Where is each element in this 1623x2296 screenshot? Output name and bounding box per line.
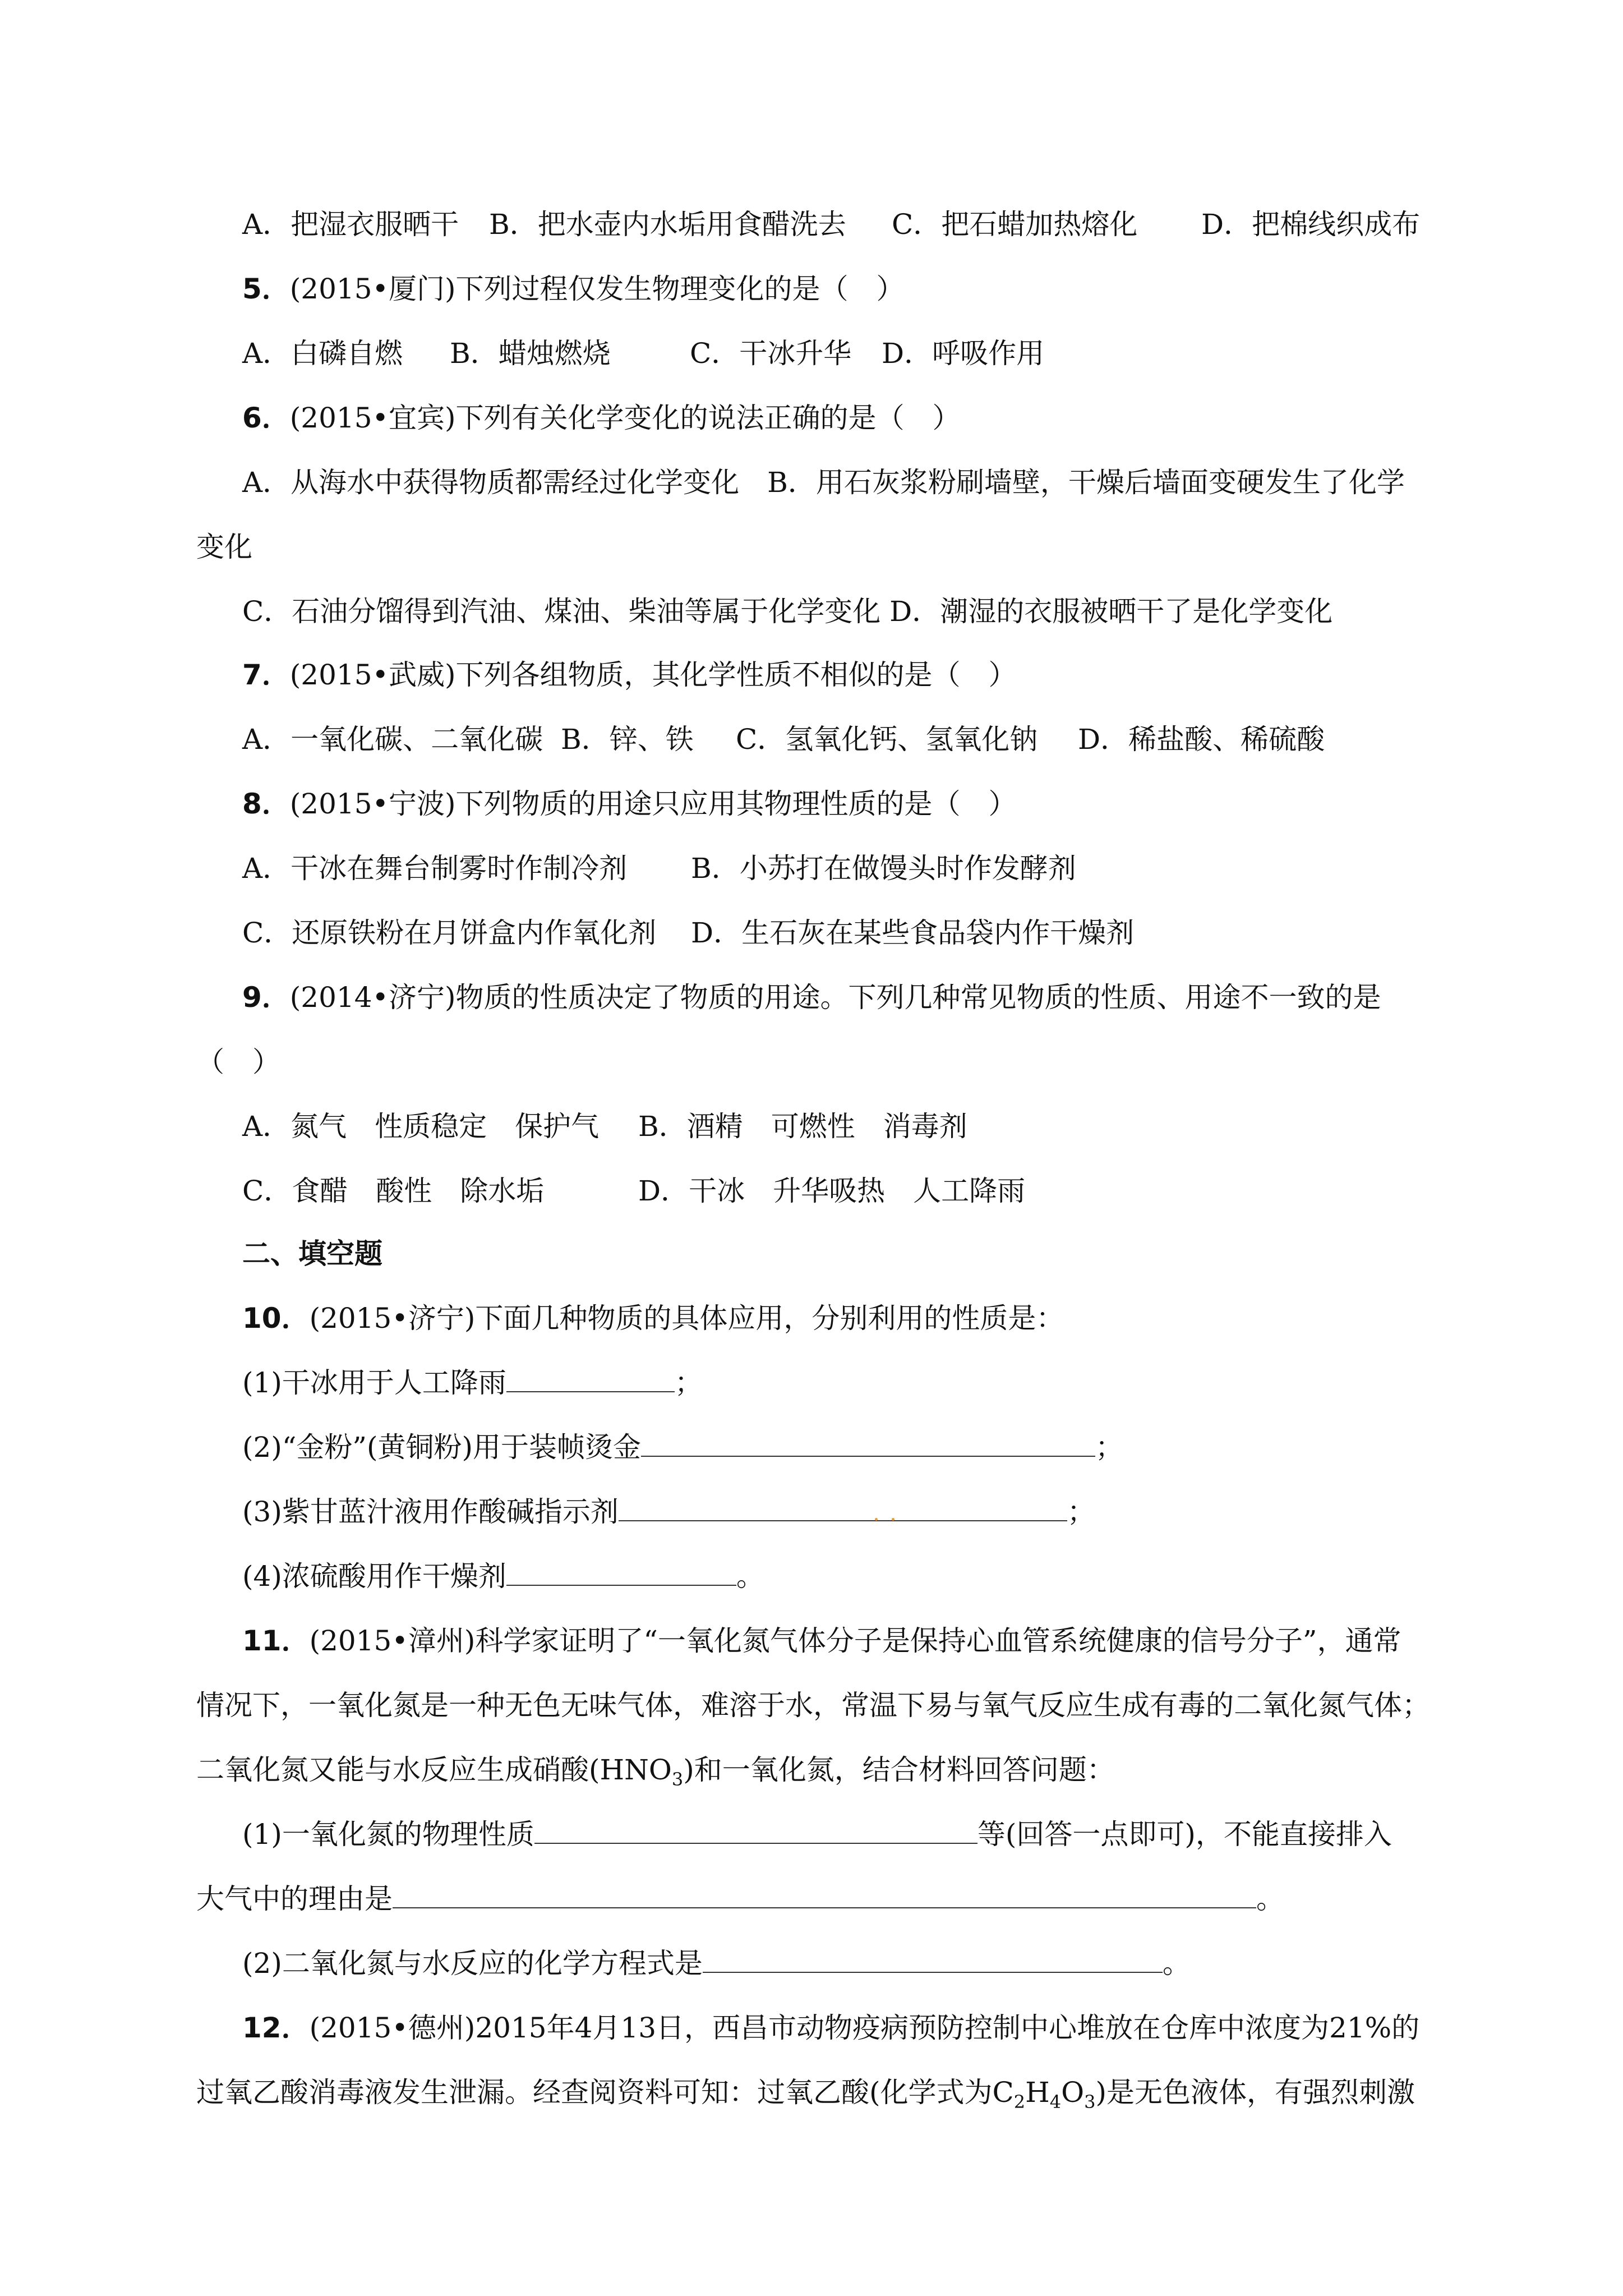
q5-option-c: C．干冰升华 (690, 337, 852, 370)
q6-stem: 6．(2015•宜宾)下列有关化学变化的说法正确的是（ ） (242, 402, 961, 434)
q4-options (242, 205, 1421, 244)
q9-answer-paren: （ ） (196, 1046, 280, 1078)
q11-part2: (2)二氧化氮与水反应的化学方程式是 。 (242, 1947, 1191, 1980)
q12-stem: 12．(2015•德州)2015年4月13日，西昌市动物疫病预防控制中心堆放在仓库中浓度为21%的 (242, 2012, 1420, 2044)
q9-stem: 9．(2014•济宁)物质的性质决定了物质的用途。下列几种常见物质的性质、用途不一致的是 (242, 981, 1381, 1014)
q6-options-cd: C．石油分馏得到汽油、煤油、柴油等属于化学变化 D．潮湿的衣服被晒干了是化学变化 (242, 595, 1333, 628)
q10-part2-blank[interactable] (641, 1431, 1095, 1457)
q8-option-d: D．生石灰在某些食品袋内作干燥剂 (691, 917, 1135, 949)
q12-stem-line2: 过氧乙酸消毒液发生泄漏。经查阅资料可知：过氧乙酸(化学式为$C_2H_4O_3$)是无色液体，有强烈刺激 (196, 2076, 1415, 2113)
q11-part1-reason-blank[interactable] (393, 1883, 1256, 1908)
q7-option-d: D．稀盐酸、稀硫酸 (1078, 723, 1325, 756)
q11-stem-line3: 二氧化氮又能与水反应生成硝酸$(HNO_3)$和一氧化氮，结合材料回答问题： (196, 1754, 1115, 1790)
q11-stem-line2: 情况下，一氧化氮是一种无色无味气体，难溶于水，常温下易与氧气反应生成有毒的二氧化氮气体； (196, 1689, 1430, 1722)
q5-stem: 5．(2015•厦门)下列过程仅发生物理变化的是（ ） (242, 273, 905, 305)
q7-option-a: A．一氧化碳、二氧化碳 (242, 723, 543, 756)
q9-option-d: D．干冰 升华吸热 人工降雨 (638, 1175, 1026, 1207)
q10-part4-blank[interactable] (506, 1560, 736, 1586)
q10-part1-blank[interactable] (506, 1366, 675, 1392)
q7-option-c: C．氢氧化钙、氢氧化钠 (736, 723, 1038, 756)
q5-option-b: B．蜡烛燃烧 (450, 337, 611, 370)
q9-options-cd (242, 1171, 1026, 1211)
q8-options-ab (242, 849, 1076, 888)
q10-part3-blank[interactable] (619, 1496, 1067, 1521)
q11-part1-blank[interactable] (534, 1818, 978, 1844)
q10-part4: (4)浓硫酸用作干燥剂 。 (242, 1560, 764, 1593)
q4-option-c: C．把石蜡加热熔化 (892, 208, 1138, 241)
q6-options-ab-continued: 变化 (196, 531, 252, 563)
q7-stem: 7．(2015•武威)下列各组物质，其化学性质不相似的是（ ） (242, 659, 1017, 691)
section-heading: 二、填空题 (242, 1237, 382, 1270)
q10-part3: (3)紫甘蓝汁液用作酸碱指示剂 ； (242, 1496, 1095, 1528)
q5-options (242, 334, 1045, 373)
q4-option-a: A．把湿衣服晒干 (242, 208, 459, 241)
q6-options-ab: A．从海水中获得物质都需经过化学变化 B．用石灰浆粉刷墙壁，干燥后墙面变硬发生了化学 (242, 466, 1405, 499)
q11-part2-blank[interactable] (703, 1947, 1163, 1973)
q11-part1: (1)一氧化氮的物理性质 等(回答一点即可)，不能直接排入 (242, 1818, 1392, 1851)
q5-option-a: A．白磷自燃 (242, 337, 403, 370)
q9-option-a: A．氮气 性质稳定 保护气 (242, 1110, 600, 1143)
q9-option-c: C．食醋 酸性 除水垢 (242, 1175, 545, 1207)
q8-options-cd (242, 913, 1135, 953)
q10-part2: (2)“金粉”(黄铜粉)用于装帧烫金 ； (242, 1431, 1123, 1464)
q4-option-d: D．把棉线织成布 (1201, 208, 1421, 241)
q8-option-b: B．小苏打在做馒头时作发酵剂 (691, 852, 1076, 885)
q8-option-c: C．还原铁粉在月饼盒内作氧化剂 (242, 917, 657, 949)
q11-stem: 11．(2015•漳州)科学家证明了“一氧化氮气体分子是保持心血管系统健康的信号分子”，通常 (242, 1625, 1401, 1657)
q9-option-b: B．酒精 可燃性 消毒剂 (638, 1110, 967, 1143)
q8-stem: 8．(2015•宁波)下列物质的用途只应用其物理性质的是（ ） (242, 788, 1017, 820)
q11-part1-line2: 大气中的理由是 。 (196, 1883, 1284, 1915)
q10-stem: 10．(2015•济宁)下面几种物质的具体应用，分别利用的性质是： (242, 1302, 1064, 1335)
q9-options-ab (242, 1107, 967, 1146)
q7-option-b: B．锌、铁 (561, 723, 694, 756)
q4-option-b: B．把水壶内水垢用食醋洗去 (489, 208, 846, 241)
stray-dot-mark (875, 1518, 878, 1521)
q5-option-d: D．呼吸作用 (882, 337, 1045, 370)
q10-part1: (1)干冰用于人工降雨 ； (242, 1366, 703, 1399)
q7-options (242, 720, 1325, 759)
q8-option-a: A．干冰在舞台制雾时作制冷剂 (242, 852, 628, 885)
stray-dot-mark (892, 1518, 895, 1521)
